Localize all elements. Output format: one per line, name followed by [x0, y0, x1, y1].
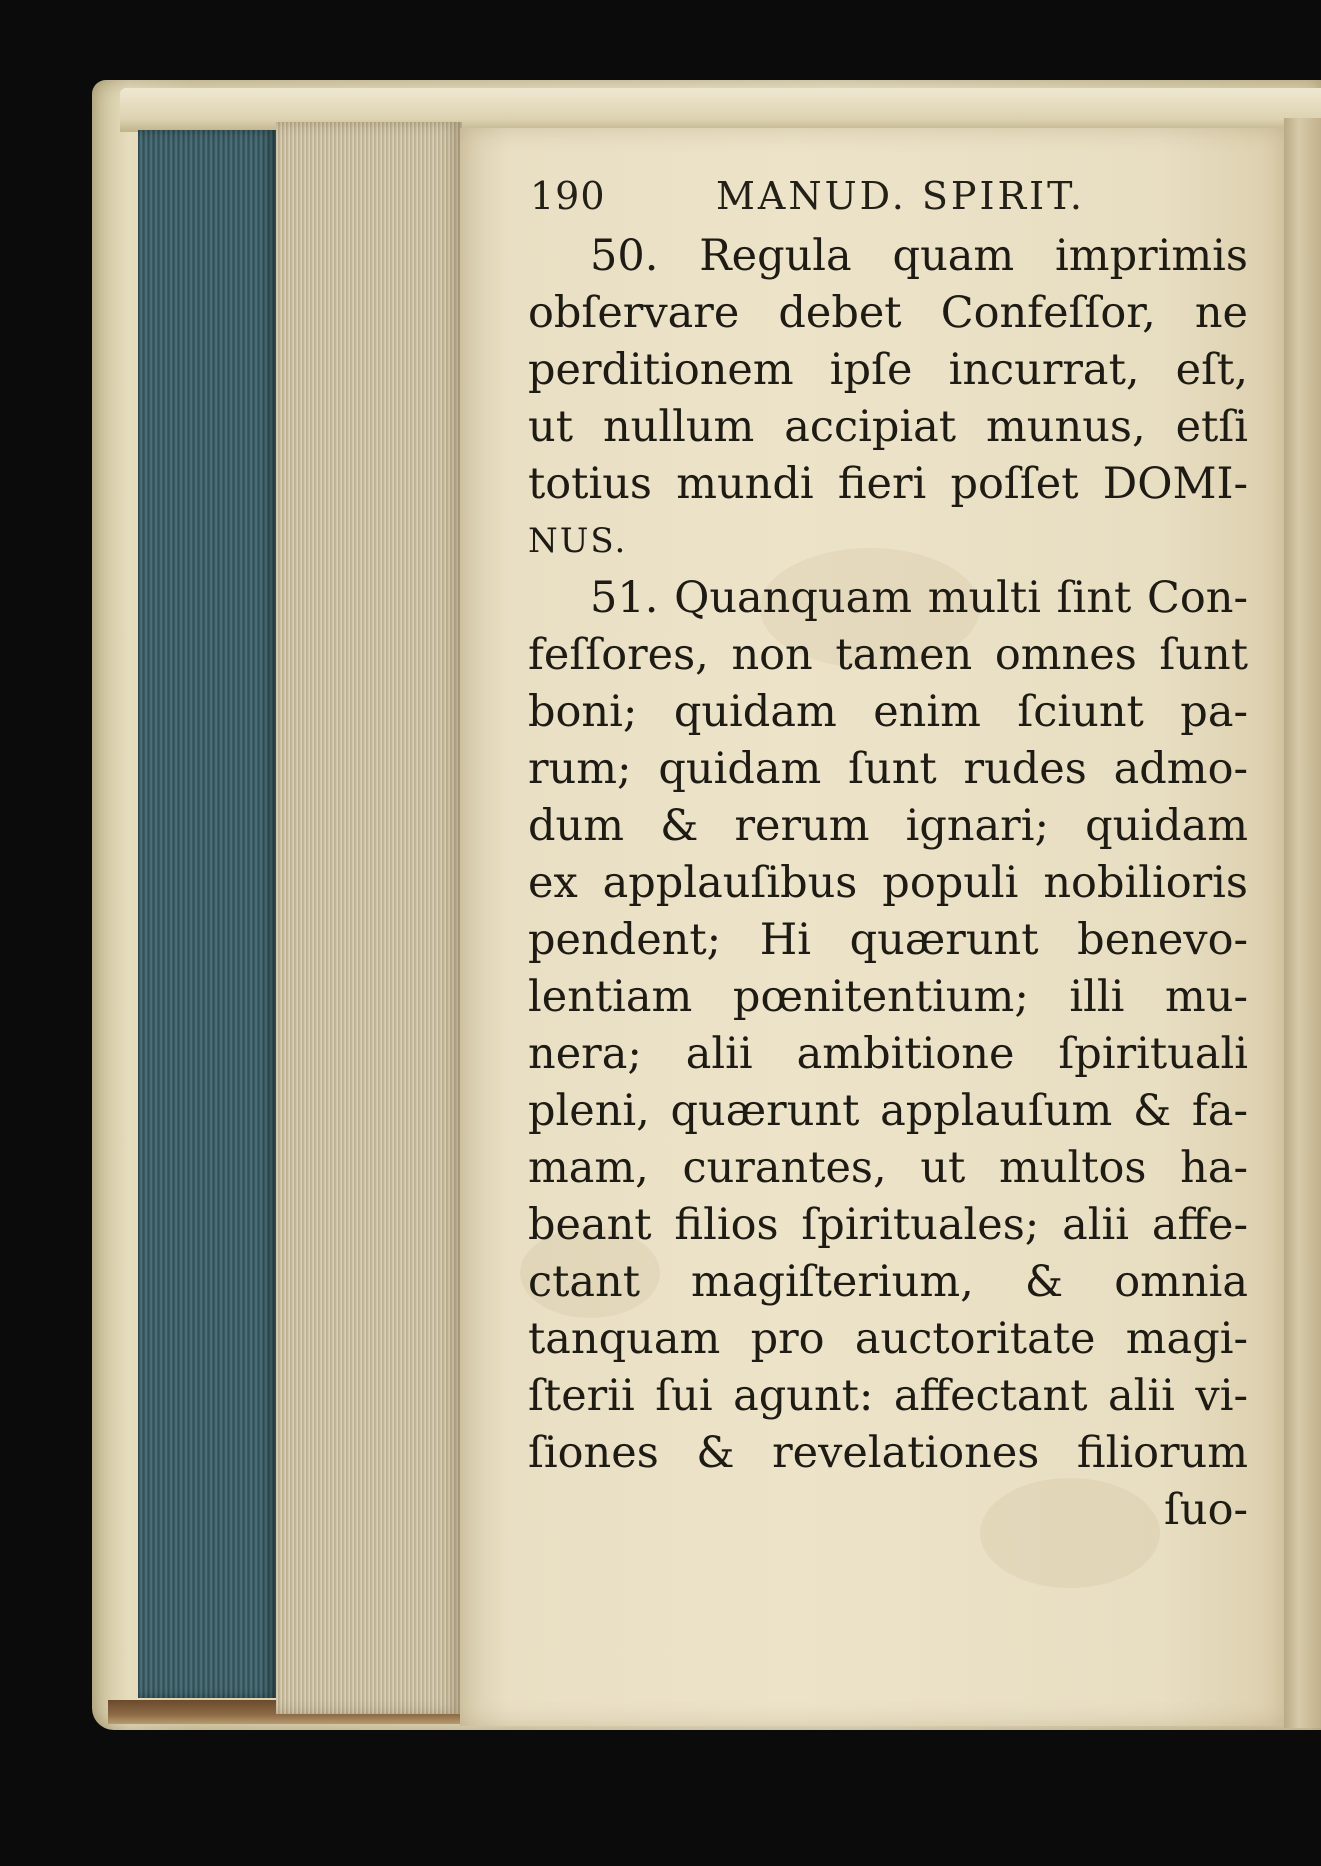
catchword: ſuo- — [1163, 1485, 1248, 1535]
text-line: ſiones & revelationes filiorum — [528, 1428, 1248, 1478]
text-line: ctant magiſterium, & omnia — [528, 1257, 1248, 1307]
text-line: 50. Regula quam imprimis — [590, 231, 1249, 281]
text-line: perditionem ipſe incurrat, eſt, — [528, 345, 1248, 395]
text-line: obſervare debet Confeſſor, ne — [528, 288, 1248, 338]
text-line: pleni, quærunt applauſum & fa- — [528, 1086, 1248, 1136]
page-body — [528, 228, 1248, 1539]
facing-leaf-edge — [1284, 118, 1321, 1728]
text-line: ex applauſibus populi nobilioris — [528, 858, 1248, 908]
text-line: NUS. — [528, 521, 628, 561]
text-line: beant filios ſpirituales; alii affe- — [528, 1200, 1248, 1250]
text-line: 51. Quanquam multi ſint Con- — [590, 573, 1248, 623]
page-header — [530, 166, 1250, 226]
text-line: tanquam pro auctoritate magi- — [528, 1314, 1248, 1364]
text-line: mam, curantes, ut multos ha- — [528, 1143, 1248, 1193]
text-line: pendent; Hi quærunt benevo- — [528, 915, 1248, 965]
text-line: nera; alii ambitione ſpirituali — [528, 1029, 1248, 1079]
text-line: ut nullum accipiat munus, etſi — [528, 402, 1248, 452]
text-line: boni; quidam enim ſciunt pa- — [528, 687, 1248, 737]
running-head: MANUD. SPIRIT. — [716, 174, 1085, 218]
page-number: 190 — [530, 174, 606, 218]
text-line: totius mundi fieri poſſet DOMI- — [528, 459, 1248, 509]
coloured-page-edges — [138, 130, 276, 1698]
text-line: lentiam pœnitentium; illi mu- — [528, 972, 1248, 1022]
text-line: feſſores, non tamen omnes ſunt — [528, 630, 1248, 680]
text-line: dum & rerum ignari; quidam — [528, 801, 1248, 851]
text-line: rum; quidam ſunt rudes admo- — [528, 744, 1248, 794]
paragraph-number: 50. — [590, 231, 659, 281]
text-line: ſterii ſui agunt: affectant alii vi- — [528, 1371, 1248, 1421]
paragraph-number: 51. — [590, 573, 659, 623]
stacked-leaf-edges — [276, 122, 462, 1714]
